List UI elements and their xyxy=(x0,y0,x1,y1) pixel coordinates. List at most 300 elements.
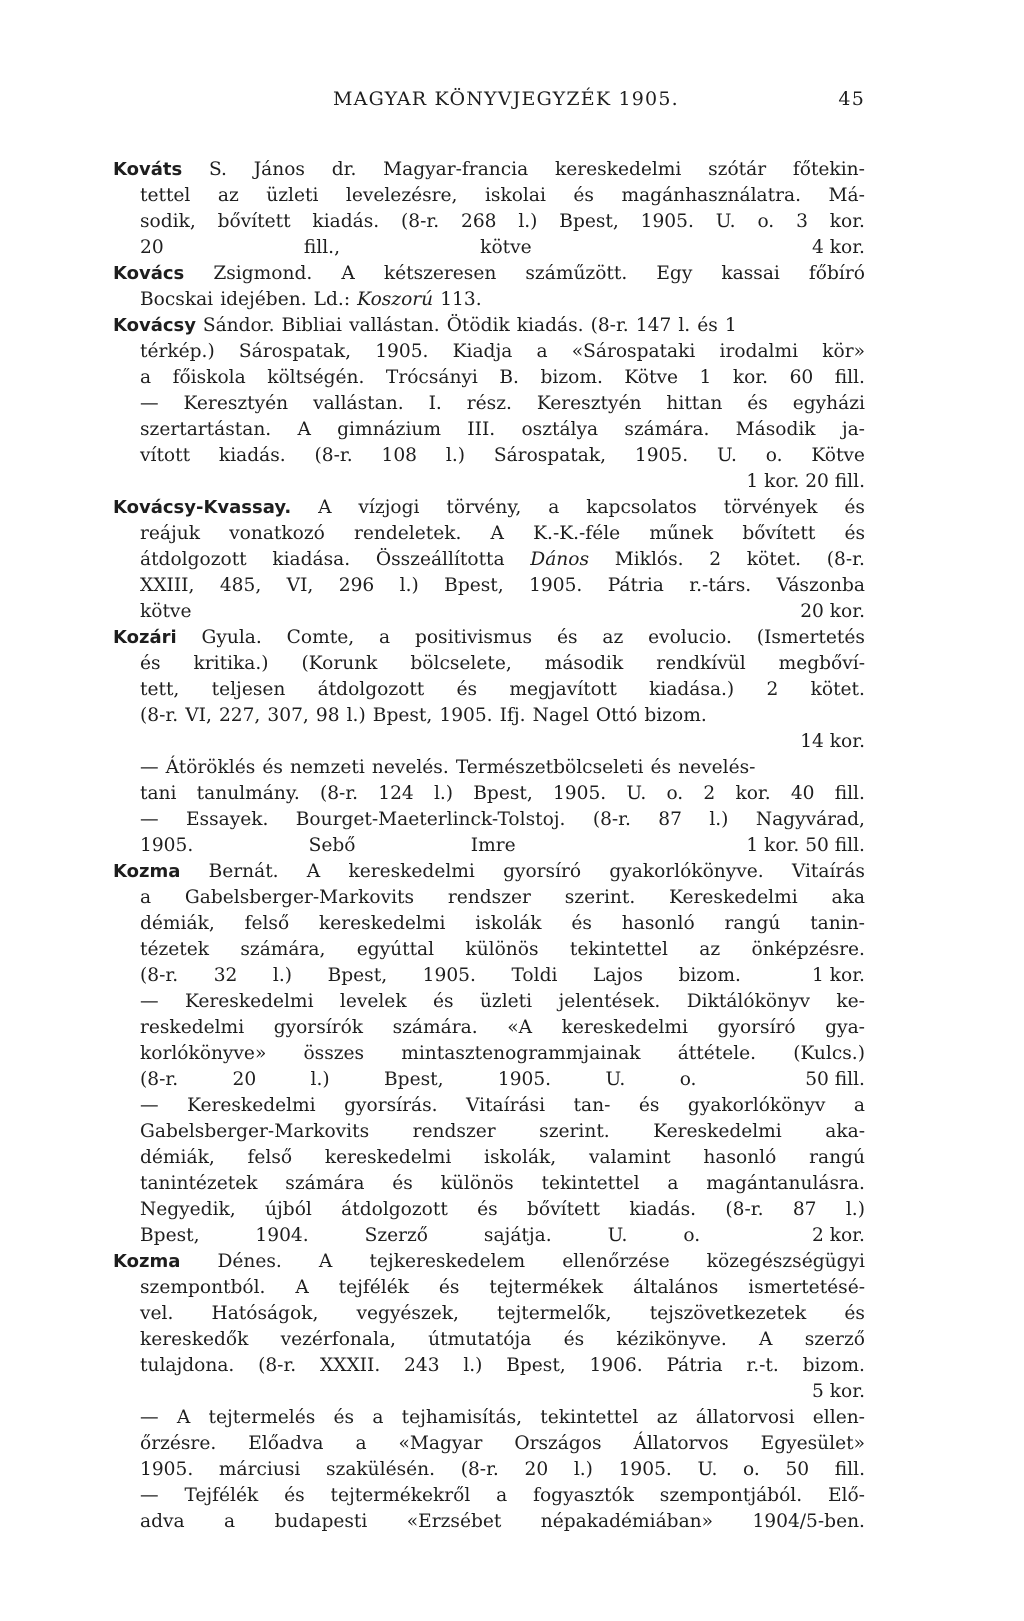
word: bizom. xyxy=(540,367,603,388)
word: Bibliai xyxy=(281,315,342,336)
word: A xyxy=(318,1251,333,1272)
word: tan- xyxy=(573,1095,611,1116)
word: és xyxy=(573,185,594,206)
word: 60 xyxy=(789,367,814,388)
word: ja- xyxy=(841,419,865,440)
word: a xyxy=(355,1433,367,1454)
word: kötve xyxy=(140,601,192,622)
text-line xyxy=(113,443,865,469)
word: Pátria xyxy=(607,575,664,596)
word: tanin- xyxy=(810,913,865,934)
word: U. xyxy=(715,211,736,232)
text-line xyxy=(113,1431,865,1457)
word: A xyxy=(306,861,321,882)
word: rendeletek. xyxy=(354,523,462,544)
word: átdolgozott xyxy=(317,679,425,700)
word: bővített xyxy=(527,1199,600,1220)
text-line xyxy=(113,521,865,547)
word: budapesti xyxy=(274,1511,368,1532)
word: Kereskedelmi xyxy=(669,887,798,908)
word: 50 fill. xyxy=(805,1069,865,1090)
word: tekintettel xyxy=(541,1173,640,1194)
word: (Korunk xyxy=(301,653,378,674)
text-line xyxy=(113,1509,865,1535)
word: János xyxy=(253,159,305,180)
word: 1905. xyxy=(375,341,429,362)
word: — xyxy=(140,991,159,1012)
word: Bernát. xyxy=(208,861,279,882)
word: felső xyxy=(244,913,290,934)
italic-word: Dános xyxy=(530,549,589,570)
word: r.-t. xyxy=(746,1355,779,1376)
word: szempontjából. xyxy=(659,1485,803,1506)
word: Kereskedelmi xyxy=(653,1121,782,1142)
word: kereskedelmi xyxy=(348,861,475,882)
word: — xyxy=(140,1095,159,1116)
word: kiadás. xyxy=(629,1199,697,1220)
word: és xyxy=(432,991,454,1012)
word: főiskola xyxy=(172,367,246,388)
word: Kiadja xyxy=(452,341,513,362)
word: aka- xyxy=(825,1121,865,1142)
word: 2 xyxy=(709,549,722,570)
word: áttétele. xyxy=(677,1043,757,1064)
word: U. xyxy=(607,1225,628,1246)
word: Vitaírás xyxy=(791,861,865,882)
word: és xyxy=(284,1485,305,1506)
word: és xyxy=(140,653,161,674)
word: XXXII. xyxy=(319,1355,381,1376)
text-line xyxy=(113,1197,865,1223)
word: U. xyxy=(697,1459,718,1480)
word: rendszer xyxy=(412,1121,496,1142)
word: útmutatója xyxy=(428,1329,532,1350)
word: o. xyxy=(683,1225,701,1246)
word: különös xyxy=(440,1173,514,1194)
text-line xyxy=(113,1249,865,1275)
word: ellen- xyxy=(812,1407,865,1428)
word: fill. xyxy=(834,783,865,804)
word: főbíró xyxy=(808,263,865,284)
word: VI, xyxy=(185,705,212,726)
word: általános xyxy=(632,1277,719,1298)
word: kör» xyxy=(822,341,865,362)
word: (8-r. xyxy=(140,705,179,726)
word: az xyxy=(217,185,239,206)
word: idejében. xyxy=(220,289,307,310)
word: teljesen xyxy=(211,679,286,700)
word: üzleti xyxy=(479,991,533,1012)
word: a xyxy=(372,1407,384,1428)
word: Kötve xyxy=(624,367,678,388)
word: önképzésre. xyxy=(751,939,865,960)
word: osztálya xyxy=(521,419,599,440)
text-line xyxy=(113,1327,865,1353)
word: Sebő xyxy=(308,835,356,856)
word: az xyxy=(699,939,721,960)
word: magántanulásra. xyxy=(706,1173,865,1194)
word: kiadás. xyxy=(218,445,286,466)
word: dr. xyxy=(331,159,357,180)
word: (8-r. xyxy=(140,1069,179,1090)
bibliography-entries xyxy=(113,157,865,1535)
word: bölcselete, xyxy=(410,653,512,674)
word: iskolai xyxy=(484,185,546,206)
word: 87 xyxy=(658,809,682,830)
word: kiadás. xyxy=(312,211,380,232)
word: 2 kor. xyxy=(811,1225,865,1246)
word: (8-r. xyxy=(725,1199,764,1220)
word: kereskedelmi xyxy=(561,1017,688,1038)
word: — xyxy=(140,1407,159,1428)
word: bizom. xyxy=(802,1355,865,1376)
text-line xyxy=(113,885,865,911)
word: 20 xyxy=(524,1459,549,1480)
text-line xyxy=(113,755,865,781)
word: 32 xyxy=(213,965,238,986)
word: l.) xyxy=(573,1459,593,1480)
word: Szerző xyxy=(364,1225,428,1246)
word: Bpest, xyxy=(140,1225,200,1246)
word: a xyxy=(378,627,391,648)
word: megbőví- xyxy=(778,653,865,674)
word: 4 kor. xyxy=(812,237,865,258)
word: bővített xyxy=(217,211,291,232)
word: összes xyxy=(303,1043,365,1064)
word: egyúttal xyxy=(356,939,435,960)
word: 1905. xyxy=(552,783,607,804)
text-line xyxy=(113,157,865,183)
word: a xyxy=(140,367,152,388)
word: és xyxy=(571,913,592,934)
word: Trócsányi xyxy=(385,367,478,388)
word: 1904. xyxy=(255,1225,309,1246)
entry-author: Kovácsy xyxy=(113,315,196,336)
word: Ottó xyxy=(595,705,638,726)
text-line xyxy=(113,417,865,443)
word: vezérfonala, xyxy=(280,1329,396,1350)
word: gimnázium xyxy=(337,419,442,440)
word: 1905. xyxy=(640,211,694,232)
word: Egy xyxy=(656,263,693,284)
word: a xyxy=(548,497,560,518)
word: őrzésre. xyxy=(140,1433,217,1454)
word: o. xyxy=(679,1069,697,1090)
word: evolucio. xyxy=(648,627,732,648)
word: a xyxy=(224,1511,236,1532)
word: Összeállította xyxy=(375,549,505,570)
word: és xyxy=(844,1303,865,1324)
word: A xyxy=(318,497,332,518)
word: gyakorlókönyv xyxy=(687,1095,826,1116)
page-number: 45 xyxy=(838,88,865,110)
word: Tejfélék xyxy=(184,1485,259,1506)
word: démiák, xyxy=(140,913,215,934)
word: 113. xyxy=(440,289,482,310)
word: VI, xyxy=(286,575,314,596)
word: 1905. xyxy=(140,835,194,856)
word: jelentések. xyxy=(558,991,661,1012)
word: különös xyxy=(465,939,539,960)
word: — xyxy=(140,393,159,414)
word: «Erzsébet xyxy=(406,1511,502,1532)
word: tanulmány. xyxy=(196,783,300,804)
word: tekintettel xyxy=(569,939,668,960)
word: hasonló xyxy=(621,913,695,934)
text-line xyxy=(113,469,865,495)
word: 20 kor. xyxy=(800,601,865,622)
word: a xyxy=(536,341,548,362)
word: főtekin- xyxy=(792,159,865,180)
word: és xyxy=(697,315,718,336)
word: 1905. xyxy=(529,575,583,596)
word: XXIII, xyxy=(140,575,195,596)
word: Ld.: xyxy=(313,289,351,310)
word: U. xyxy=(716,445,737,466)
running-title: MAGYAR KÖNYVJEGYZÉK 1905. xyxy=(333,88,679,110)
word: levelek xyxy=(339,991,407,1012)
word: l.) xyxy=(709,809,729,830)
word: márciusi xyxy=(218,1459,301,1480)
text-line xyxy=(113,261,865,287)
word: o. xyxy=(757,211,775,232)
word: Sándor. xyxy=(202,315,275,336)
word: kereskedők xyxy=(140,1329,249,1350)
text-line xyxy=(113,1223,865,1249)
text-line xyxy=(113,1041,865,1067)
word: mintasztenogrammjainak xyxy=(401,1043,641,1064)
word: (8-r. xyxy=(140,965,179,986)
text-line xyxy=(113,1015,865,1041)
word: gyakorlókönyve. xyxy=(609,861,764,882)
text-line xyxy=(113,1171,865,1197)
text-line xyxy=(113,313,865,339)
word: 1905. xyxy=(439,705,493,726)
text-line xyxy=(113,1483,865,1509)
word: Má- xyxy=(828,185,865,206)
text-line xyxy=(113,183,865,209)
word: rendszer xyxy=(447,887,531,908)
word: 98 xyxy=(315,705,340,726)
word: szerint. xyxy=(539,1121,610,1142)
word: Második xyxy=(735,419,816,440)
word: — xyxy=(140,757,159,778)
word: átdolgozott xyxy=(341,1199,448,1220)
word: A xyxy=(176,1407,191,1428)
word: tejtermékekről xyxy=(330,1485,471,1506)
word: Nagel xyxy=(532,705,589,726)
page-header xyxy=(113,88,865,118)
entry-author: Kováts xyxy=(113,159,183,180)
word: kiadása. xyxy=(272,549,351,570)
word: sodik, xyxy=(140,211,196,232)
word: (8-r. xyxy=(826,549,865,570)
word: reskedelmi xyxy=(140,1017,245,1038)
text-line xyxy=(113,1405,865,1431)
word: magánhasználatra. xyxy=(621,185,801,206)
word: törvények xyxy=(723,497,818,518)
word: bizom. xyxy=(644,705,707,726)
word: 87 xyxy=(792,1199,817,1220)
word: (8-r. xyxy=(314,445,353,466)
word: Egyesület» xyxy=(760,1433,865,1454)
word: 307, xyxy=(267,705,309,726)
text-line xyxy=(113,651,865,677)
word: 2 xyxy=(766,679,779,700)
word: kereskedelmi xyxy=(319,913,446,934)
word: kor. xyxy=(735,783,771,804)
price: 14 kor. xyxy=(800,731,865,752)
text-line xyxy=(113,1301,865,1327)
text-line xyxy=(113,625,865,651)
text-line xyxy=(113,937,865,963)
word: műnek xyxy=(649,523,714,544)
word: kétszeresen xyxy=(383,263,497,284)
word: 485, xyxy=(219,575,262,596)
word: vított xyxy=(140,445,191,466)
word: Comte, xyxy=(286,627,355,648)
word: kötet. xyxy=(746,549,802,570)
word: démiák, xyxy=(140,1147,215,1168)
word: 20 xyxy=(140,237,164,258)
word: és xyxy=(844,523,865,544)
word: a xyxy=(667,1173,679,1194)
word: rész. xyxy=(466,393,512,414)
price: 1 kor. 20 fill. xyxy=(746,471,865,492)
word: 2 xyxy=(703,783,716,804)
text-line xyxy=(113,573,865,599)
word: 1905. xyxy=(140,1459,194,1480)
word: «Sárospataki xyxy=(571,341,696,362)
word: vallástan. xyxy=(349,315,440,336)
word: Ötödik xyxy=(446,315,510,336)
word: Bourget-Maeterlinck-Tolstoj. xyxy=(295,809,566,830)
word: 1905. xyxy=(618,1459,672,1480)
word: 50 xyxy=(785,1459,810,1480)
word: irodalmi xyxy=(719,341,799,362)
word: és xyxy=(456,679,478,700)
word: és xyxy=(563,1329,585,1350)
word: 1 xyxy=(699,367,712,388)
word: (8-r. xyxy=(319,783,359,804)
word: kereskedelmi xyxy=(554,159,682,180)
word: 268 xyxy=(460,211,497,232)
word: vízjogi xyxy=(358,497,420,518)
text-line xyxy=(113,287,865,313)
word: (8-r. xyxy=(592,809,631,830)
text-line xyxy=(113,1067,865,1093)
word: tejtermelés xyxy=(208,1407,316,1428)
word: bővített xyxy=(742,523,816,544)
word: l.) xyxy=(845,1199,865,1220)
entry-author: Kozma xyxy=(113,1251,181,1272)
word: hittan xyxy=(666,393,723,414)
word: aka xyxy=(831,887,865,908)
text-line xyxy=(113,1093,865,1119)
word: l. xyxy=(678,315,691,336)
word: Vászonba xyxy=(776,575,865,596)
text-line xyxy=(113,859,865,885)
word: o. xyxy=(666,783,684,804)
word: költségén. xyxy=(267,367,365,388)
text-line xyxy=(113,963,865,989)
entry-author: Kozma xyxy=(113,861,181,882)
word: 243 xyxy=(404,1355,440,1376)
text-line xyxy=(113,599,865,625)
word: szempontból. xyxy=(140,1277,266,1298)
word: Vitaírási xyxy=(466,1095,546,1116)
word: kor. xyxy=(732,367,769,388)
word: o. xyxy=(743,1459,760,1480)
word: felső xyxy=(247,1147,293,1168)
word: tekintettel xyxy=(540,1407,639,1428)
text-line xyxy=(113,339,865,365)
text-line xyxy=(113,1119,865,1145)
word: o. xyxy=(765,445,783,466)
word: 1 kor. 50 fill. xyxy=(746,835,865,856)
word: és xyxy=(747,393,768,414)
word: gyorsíró xyxy=(717,1017,796,1038)
text-line xyxy=(113,547,865,573)
word: 1904/5-ben. xyxy=(752,1511,865,1532)
word: 124 xyxy=(378,783,414,804)
word: ke- xyxy=(836,991,865,1012)
word: Negyedik, xyxy=(140,1199,236,1220)
word: hasonló xyxy=(703,1147,777,1168)
word: rangú xyxy=(809,1147,865,1168)
word: 1 kor. xyxy=(812,965,865,986)
word: kötet. xyxy=(810,679,865,700)
word: I. xyxy=(428,393,442,414)
word: l.) xyxy=(445,445,465,466)
word: l.) xyxy=(346,705,366,726)
word: S. xyxy=(208,159,227,180)
text-line xyxy=(113,209,865,235)
word: nemzeti xyxy=(289,757,365,778)
word: reájuk xyxy=(140,523,200,544)
word: Zsigmond. xyxy=(213,263,313,284)
word: A xyxy=(341,263,355,284)
word: III. xyxy=(467,419,496,440)
word: és xyxy=(638,1095,660,1116)
word: nevelés- xyxy=(678,757,756,778)
text-line xyxy=(113,677,865,703)
word: Kereskedelmi xyxy=(184,991,314,1012)
word: A xyxy=(759,1329,773,1350)
word: 1 xyxy=(724,315,737,336)
text-line xyxy=(113,365,865,391)
word: 1905. xyxy=(497,1069,552,1090)
word: számára, xyxy=(240,939,326,960)
word: U. xyxy=(626,783,647,804)
word: fill., xyxy=(303,237,340,258)
word: rangú xyxy=(724,913,781,934)
text-line xyxy=(113,1275,865,1301)
word: és xyxy=(650,757,672,778)
word: vegyészek, xyxy=(356,1303,459,1324)
text-line xyxy=(113,1145,865,1171)
text-line xyxy=(113,235,865,261)
word: szerző xyxy=(804,1329,865,1350)
word: kereskedelmi xyxy=(324,1147,452,1168)
word: Természetbölcseleti xyxy=(455,757,644,778)
word: A xyxy=(297,419,311,440)
text-line xyxy=(113,703,865,729)
word: A xyxy=(295,1277,309,1298)
text-line xyxy=(113,781,865,807)
word: 227, xyxy=(218,705,261,726)
word: Nagyvárad, xyxy=(755,809,865,830)
